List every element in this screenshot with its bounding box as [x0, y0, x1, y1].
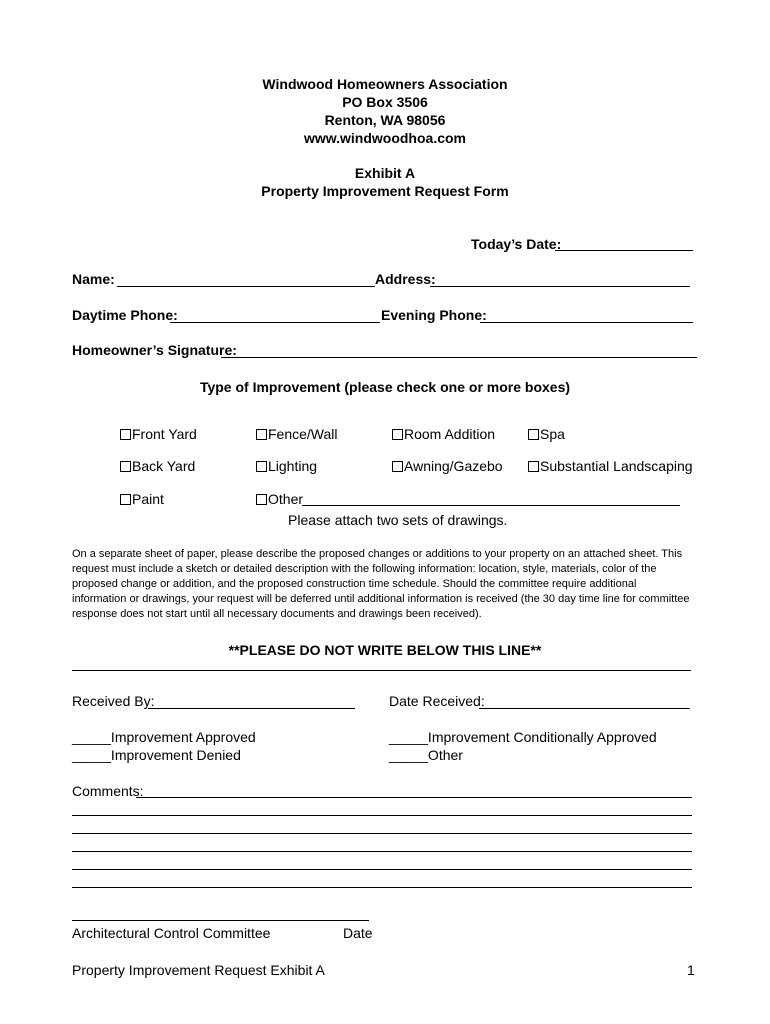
- improvement-approved[interactable]: _____Improvement Approved: [72, 729, 256, 745]
- date-received-label: Date Received:: [389, 693, 485, 709]
- form-title: Property Improvement Request Form: [261, 183, 509, 199]
- address-label: Address:: [375, 271, 436, 287]
- instructions-paragraph: On a separate sheet of paper, please describe the proposed changes or additions to your property on an attached sheet. This request must include a sketch or detailed description with the following information: location, style, materials, color of the proposed change or addition, and the proposed construction time schedule. Should the committee require additional information or drawings, your request will be deferred until additional information is received (the 30 day time line for committee response does not start until all necessary documents and drawings been received).: [72, 548, 690, 620]
- do-not-write-notice: **PLEASE DO NOT WRITE BELOW THIS LINE**: [228, 642, 542, 658]
- comments-line[interactable]: [72, 833, 692, 834]
- evening-phone-field[interactable]: [480, 322, 693, 323]
- checkbox-front-yard[interactable]: Front Yard: [120, 426, 197, 442]
- checkbox-room-addition[interactable]: Room Addition: [392, 426, 495, 442]
- committee-date-label: Date: [343, 925, 373, 941]
- name-field[interactable]: [117, 286, 375, 287]
- comments-line[interactable]: [72, 887, 692, 888]
- other-field[interactable]: [302, 505, 680, 506]
- received-by-label: Received By:: [72, 693, 155, 709]
- checkbox-lighting[interactable]: Lighting: [256, 458, 317, 474]
- evening-phone-label: Evening Phone:: [381, 307, 487, 323]
- checkbox-icon[interactable]: [120, 429, 131, 440]
- comments-line[interactable]: [72, 815, 692, 816]
- checkbox-other[interactable]: Other: [256, 491, 303, 507]
- comments-line[interactable]: [72, 851, 692, 852]
- improvement-other[interactable]: _____Other: [389, 747, 463, 763]
- checkbox-paint[interactable]: Paint: [120, 491, 164, 507]
- signature-label: Homeowner’s Signature:: [72, 342, 237, 358]
- checkbox-fence-wall[interactable]: Fence/Wall: [256, 426, 338, 442]
- comments-line[interactable]: [72, 869, 692, 870]
- improvement-conditionally-approved[interactable]: _____Improvement Conditionally Approved: [389, 729, 657, 745]
- website-link[interactable]: www.windwoodhoa.com: [303, 130, 467, 146]
- committee-label: Architectural Control Committee: [72, 925, 271, 941]
- checkbox-icon[interactable]: [392, 429, 403, 440]
- page-number: 1: [687, 962, 695, 978]
- city-state-zip: Renton, WA 98056: [324, 112, 446, 128]
- po-box: PO Box 3506: [342, 94, 428, 110]
- checkbox-spa[interactable]: Spa: [528, 426, 565, 442]
- checkbox-icon[interactable]: [528, 461, 539, 472]
- attach-drawings-note: Please attach two sets of drawings.: [288, 512, 508, 528]
- exhibit-label: Exhibit A: [354, 165, 416, 181]
- checkbox-icon[interactable]: [120, 494, 131, 505]
- date-received-field[interactable]: [479, 708, 690, 709]
- org-name: Windwood Homeowners Association: [262, 76, 508, 92]
- todays-date-field[interactable]: [555, 250, 693, 251]
- checkbox-substantial-landscaping[interactable]: Substantial Landscaping: [528, 458, 693, 474]
- todays-date-label: Today’s Date:: [471, 236, 562, 252]
- name-label: Name:: [72, 271, 115, 287]
- checkbox-icon[interactable]: [256, 429, 267, 440]
- checkbox-icon[interactable]: [120, 461, 131, 472]
- address-field[interactable]: [430, 286, 690, 287]
- checkbox-icon[interactable]: [392, 461, 403, 472]
- checkbox-awning-gazebo[interactable]: Awning/Gazebo: [392, 458, 503, 474]
- comments-label: Comments:: [72, 783, 144, 799]
- divider-line: [72, 670, 691, 671]
- checkbox-icon[interactable]: [256, 461, 267, 472]
- checkbox-icon[interactable]: [528, 429, 539, 440]
- committee-signature-line[interactable]: [72, 920, 369, 921]
- received-by-field[interactable]: [148, 708, 355, 709]
- daytime-phone-field[interactable]: [170, 322, 380, 323]
- footer-title: Property Improvement Request Exhibit A: [72, 962, 325, 978]
- signature-field[interactable]: [221, 357, 697, 358]
- improvement-heading: Type of Improvement (please check one or more boxes): [199, 379, 571, 395]
- daytime-phone-label: Daytime Phone:: [72, 307, 178, 323]
- comments-line[interactable]: [136, 797, 692, 798]
- improvement-denied[interactable]: _____Improvement Denied: [72, 747, 241, 763]
- checkbox-icon[interactable]: [256, 494, 267, 505]
- checkbox-back-yard[interactable]: Back Yard: [120, 458, 195, 474]
